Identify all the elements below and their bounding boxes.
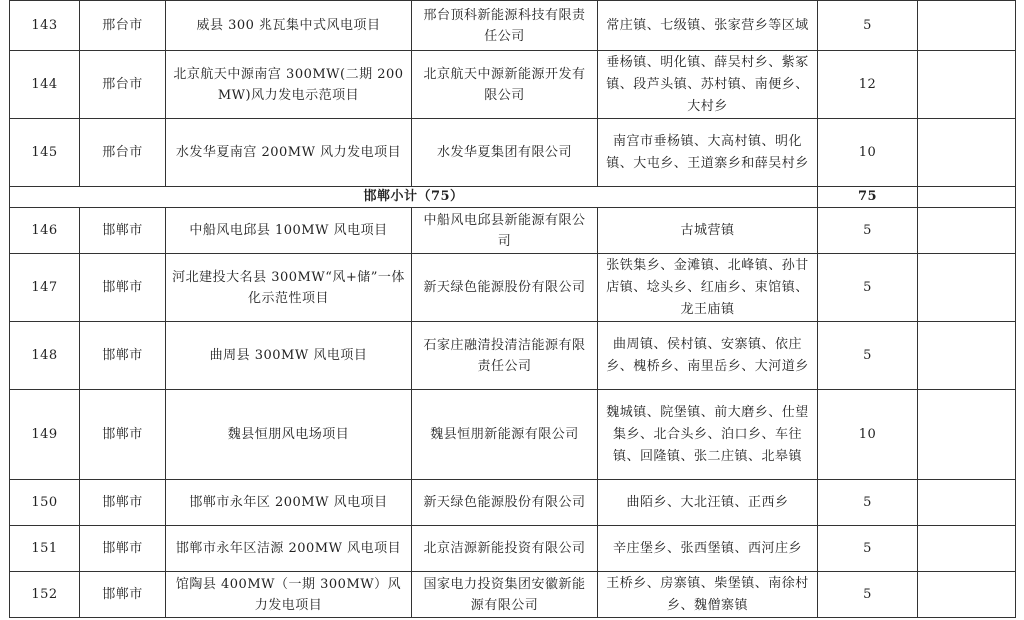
- table-row: [10, 322, 1016, 390]
- company-cell: 水发华夏集团有限公司: [412, 119, 598, 187]
- towns-cell: 南宫市垂杨镇、大高村镇、明化镇、大屯乡、王道寨乡和薛吴村乡: [598, 119, 818, 187]
- towns-cell: 曲周镇、侯村镇、安寨镇、依庄乡、槐桥乡、南里岳乡、大河道乡: [598, 322, 818, 390]
- towns-cell: 垂杨镇、明化镇、薛吴村乡、紫冢镇、段芦头镇、苏村镇、南便乡、大村乡: [598, 51, 818, 119]
- note-cell: [918, 526, 1016, 572]
- subtotal-note: [918, 187, 1016, 208]
- table-row: [10, 390, 1016, 480]
- count-cell: 5: [818, 208, 918, 254]
- city-cell: 邯郸市: [80, 390, 166, 480]
- count-cell: 5: [818, 572, 918, 618]
- company-cell: 中船风电邱县新能源有限公司: [412, 208, 598, 254]
- towns-cell: 常庄镇、七级镇、张家营乡等区域: [598, 1, 818, 51]
- project-name-cell: 馆陶县 400MW（一期 300MW）风力发电项目: [166, 572, 412, 618]
- city-cell: 邯郸市: [80, 322, 166, 390]
- city-cell: 邯郸市: [80, 572, 166, 618]
- city-cell: 邯郸市: [80, 208, 166, 254]
- company-cell: 石家庄融清投清洁能源有限责任公司: [412, 322, 598, 390]
- city-cell: 邯郸市: [80, 480, 166, 526]
- project-name-cell: 邯郸市永年区 200MW 风电项目: [166, 480, 412, 526]
- towns-cell: 古城营镇: [598, 208, 818, 254]
- towns-cell: 曲陌乡、大北汪镇、正西乡: [598, 480, 818, 526]
- project-table: [9, 0, 1016, 618]
- row-number: 149: [10, 390, 80, 480]
- table-row: [10, 51, 1016, 119]
- towns-cell: 张铁集乡、金滩镇、北峰镇、孙甘店镇、埝头乡、红庙乡、束馆镇、龙王庙镇: [598, 254, 818, 322]
- table-row: [10, 526, 1016, 572]
- city-cell: 邯郸市: [80, 254, 166, 322]
- table-row: [10, 480, 1016, 526]
- row-number: 144: [10, 51, 80, 119]
- towns-cell: 辛庄堡乡、张西堡镇、西河庄乡: [598, 526, 818, 572]
- project-name-cell: 魏县恒朋风电场项目: [166, 390, 412, 480]
- row-number: 152: [10, 572, 80, 618]
- company-cell: 北京航天中源新能源开发有限公司: [412, 51, 598, 119]
- count-cell: 5: [818, 1, 918, 51]
- count-cell: 5: [818, 480, 918, 526]
- note-cell: [918, 322, 1016, 390]
- project-name-cell: 曲周县 300MW 风电项目: [166, 322, 412, 390]
- table-row: [10, 119, 1016, 187]
- project-name-cell: 中船风电邱县 100MW 风电项目: [166, 208, 412, 254]
- note-cell: [918, 572, 1016, 618]
- row-number: 151: [10, 526, 80, 572]
- city-cell: 邢台市: [80, 1, 166, 51]
- table-row: [10, 254, 1016, 322]
- company-cell: 北京洁源新能投资有限公司: [412, 526, 598, 572]
- table-row: [10, 1, 1016, 51]
- note-cell: [918, 390, 1016, 480]
- company-cell: 魏县恒朋新能源有限公司: [412, 390, 598, 480]
- count-cell: 10: [818, 390, 918, 480]
- project-name-cell: 北京航天中源南宫 300MW(二期 200MW)风力发电示范项目: [166, 51, 412, 119]
- company-cell: 国家电力投资集团安徽新能源有限公司: [412, 572, 598, 618]
- row-number: 150: [10, 480, 80, 526]
- project-name-cell: 邯郸市永年区洁源 200MW 风电项目: [166, 526, 412, 572]
- project-name-cell: 水发华夏南宫 200MW 风力发电项目: [166, 119, 412, 187]
- city-cell: 邢台市: [80, 51, 166, 119]
- row-number: 147: [10, 254, 80, 322]
- company-cell: 新天绿色能源股份有限公司: [412, 480, 598, 526]
- company-cell: 新天绿色能源股份有限公司: [412, 254, 598, 322]
- row-number: 148: [10, 322, 80, 390]
- table-row: [10, 208, 1016, 254]
- row-number: 146: [10, 208, 80, 254]
- count-cell: 5: [818, 254, 918, 322]
- project-name-cell: 河北建投大名县 300MW“风+储”一体化示范性项目: [166, 254, 412, 322]
- count-cell: 5: [818, 322, 918, 390]
- towns-cell: 魏城镇、院堡镇、前大磨乡、仕望集乡、北合头乡、泊口乡、车往镇、回隆镇、张二庄镇、北皋镇: [598, 390, 818, 480]
- towns-cell: 王桥乡、房寨镇、柴堡镇、南徐村乡、魏僧寨镇: [598, 572, 818, 618]
- count-cell: 5: [818, 526, 918, 572]
- note-cell: [918, 480, 1016, 526]
- count-cell: 10: [818, 119, 918, 187]
- table-row: [10, 572, 1016, 618]
- note-cell: [918, 254, 1016, 322]
- city-cell: 邯郸市: [80, 526, 166, 572]
- subtotal-row: [10, 187, 1016, 208]
- count-cell: 12: [818, 51, 918, 119]
- note-cell: [918, 208, 1016, 254]
- note-cell: [918, 119, 1016, 187]
- company-cell: 邢台顶科新能源科技有限责任公司: [412, 1, 598, 51]
- subtotal-label: 邯郸小计（75）: [10, 187, 818, 208]
- note-cell: [918, 51, 1016, 119]
- note-cell: [918, 1, 1016, 51]
- row-number: 143: [10, 1, 80, 51]
- project-name-cell: 威县 300 兆瓦集中式风电项目: [166, 1, 412, 51]
- subtotal-count: 75: [818, 187, 918, 208]
- city-cell: 邢台市: [80, 119, 166, 187]
- row-number: 145: [10, 119, 80, 187]
